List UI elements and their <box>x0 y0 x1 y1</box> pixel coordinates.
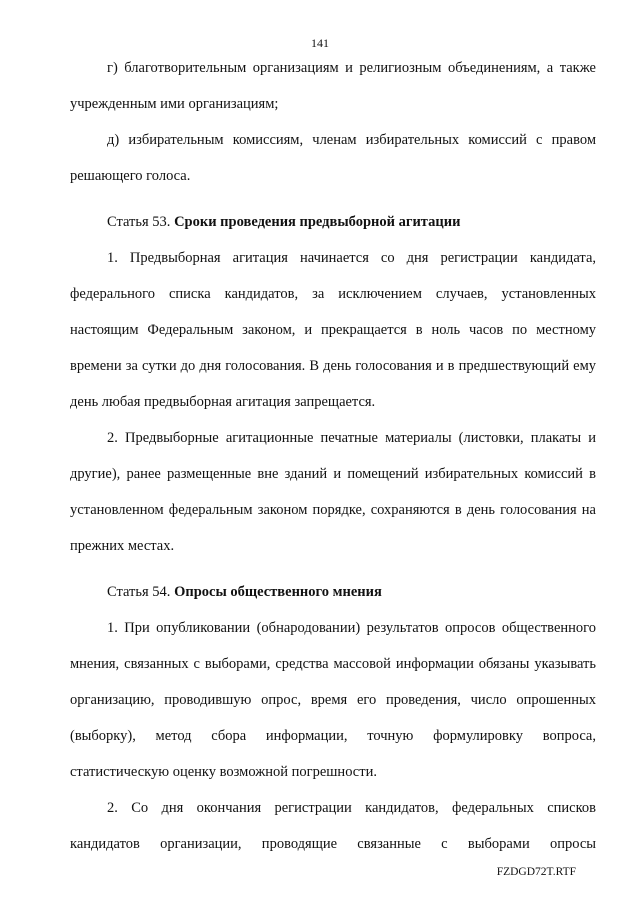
article-53-heading <box>70 204 596 240</box>
page-number: 141 <box>311 36 329 50</box>
file-name-footer: FZDGD72T.RTF <box>496 866 576 878</box>
article-54-paragraph-2: 2. Со дня окончания регистрации кандидатов, федеральных списков кандидатов организации, проводящие связанные с выборами опросы <box>70 800 596 852</box>
article-53-paragraph-1: 1. Предвыборная агитация начинается со дня регистрации кандидата, федерального списка кандидатов, за исключением случаев, установленных настоящим Федеральным законом, и прекращается в ноль часов по местному времени за сутки до дня голосования. В день голосования и в предшествующий ему день любая предвыборная агитация запрещается. <box>70 250 596 410</box>
paragraph-d: д) избирательным комиссиям, членам избирательных комиссий с правом решающего голоса. <box>70 132 596 184</box>
article-54-heading <box>70 574 596 610</box>
article-54-prefix: Статья 54. <box>107 584 171 600</box>
article-53-prefix: Статья 53. <box>107 214 171 230</box>
paragraph-g: г) благотворительным организациям и религиозным объединениям, а также учрежденным ими организациям; <box>70 60 596 112</box>
article-53-title: Сроки проведения предвыборной агитации <box>174 214 461 230</box>
document-body <box>70 50 596 862</box>
article-54-paragraph-1: 1. При опубликовании (обнародовании) результатов опросов общественного мнения, связанных с выборами, средства массовой информации обязаны указывать организацию, проводившую опрос, время его проведения, число опрошенных (выборку), метод сбора информации, точную формулировку вопроса, статистическую оценку возможной погрешности. <box>70 620 596 780</box>
article-53-paragraph-2: 2. Предвыборные агитационные печатные материалы (листовки, плакаты и другие), ранее размещенные вне зданий и помещений избирательных комиссий в установленном федеральным законом порядке, сохраняются в день голосования на прежних местах. <box>70 430 596 554</box>
article-54-title: Опросы общественного мнения <box>174 584 382 600</box>
